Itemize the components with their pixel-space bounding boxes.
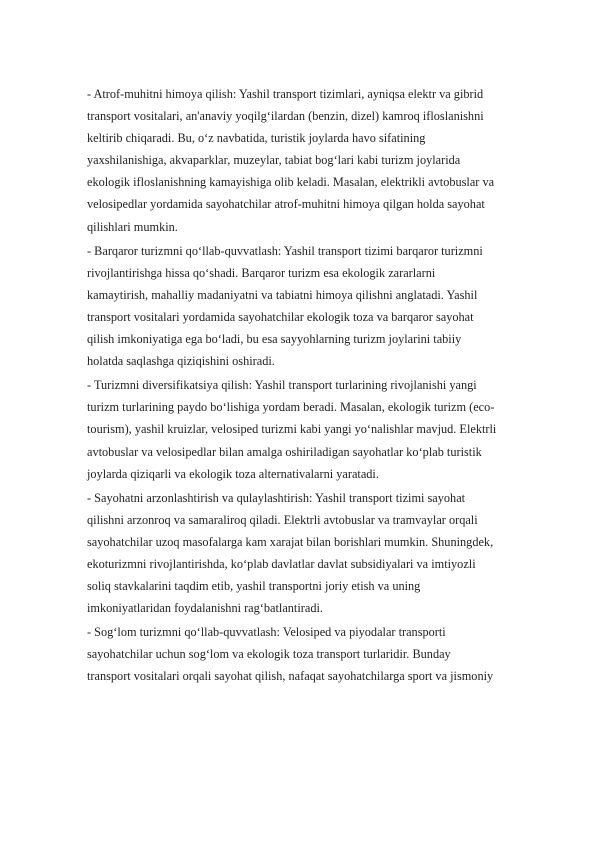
text-line: - Sog‘lom turizmni qo‘llab-quvvatlash: Velosiped va piyodalar transporti: [87, 625, 446, 640]
text-line: transport vositalari orqali sayohat qilish, nafaqat sayohatchilarga sport va jismoniy: [87, 669, 494, 684]
text-line: sayohatchilar uzoq masofalarga kam xarajat bilan borishlari mumkin. Shuningdek,: [87, 534, 494, 549]
text-line: - Turizmni diversifikatsiya qilish: Yashil transport turlarining rivojlanishi yangi: [87, 378, 477, 393]
text-line: sayohatchilar uchun sog‘lom va ekologik toza transport turlaridir. Bunday: [87, 647, 451, 662]
text-line: rivojlantirishga hissa qo‘shadi. Barqaror turizm esa ekologik zararlarni: [87, 265, 436, 280]
text-line: transport vositalari, an'anaviy yoqilg‘ilardan (benzin, dizel) kamroq ifloslanishni: [87, 109, 484, 124]
text-line: qilishlari mumkin.: [87, 219, 178, 234]
document-body: [87, 83, 567, 688]
text-line: - Atrof-muhitni himoya qilish: Yashil transport tizimlari, ayniqsa elektr va gibrid: [87, 87, 484, 101]
text-line: joylarda qiziqarli va ekologik toza alternativalarni yaratadi.: [87, 466, 379, 481]
text-line: - Sayohatni arzonlashtirish va qulaylashtirish: Yashil transport tizimi sayohat: [87, 490, 466, 505]
text-line: qilishni arzonroq va samaraliroq qiladi. Elektrli avtobuslar va tramvaylar orqali: [87, 512, 478, 527]
text-line: holatda saqlashga qiziqishini oshiradi.: [87, 354, 275, 369]
paragraph-affordable-travel: [87, 487, 567, 620]
text-line: qilish imkoniyatiga ega bo‘ladi, bu esa sayyohlarning turizm joylarini tabiiy: [87, 332, 462, 347]
paragraph-healthy-tourism: [87, 621, 567, 687]
text-line: velosipedlar yordamida sayohatchilar atrof-muhitni himoya qilgan holda sayohat: [87, 197, 485, 212]
text-line: imkoniyatlaridan foydalanishni rag‘batlantiradi.: [87, 601, 323, 616]
text-line: transport vositalari yordamida sayohatchilar ekologik toza va barqaror sayohat: [87, 309, 474, 324]
text-line: - Barqaror turizmni qo‘llab-quvvatlash: Yashil transport tizimi barqaror turizmni: [87, 243, 483, 258]
text-line: kamaytirish, mahalliy madaniyatni va tabiatni himoya qilishni anglatadi. Yashil: [87, 287, 478, 302]
paragraph-environment-protection: [87, 83, 567, 238]
paragraph-tourism-diversification: [87, 374, 567, 484]
paragraph-sustainable-tourism: [87, 240, 567, 373]
text-line: tourism), yashil kruizlar, velosiped turizmi kabi yangi yo‘nalishlar mavjud. Elektrli: [87, 422, 497, 437]
text-line: ekoturizmni rivojlantirishda, ko‘plab davlatlar davlat subsidiyalari va imtiyozli: [87, 556, 476, 571]
text-line: keltirib chiqaradi. Bu, o‘z navbatida, turistik joylarda havo sifatining: [87, 131, 426, 146]
text-line: ekologik ifloslanishning kamayishiga olib keladi. Masalan, elektrikli avtobuslar va: [87, 175, 495, 190]
text-line: avtobuslar va velosipedlar bilan amalga oshiriladigan sayohatlar ko‘plab turistik: [87, 444, 482, 459]
text-line: soliq stavkalarini taqdim etib, yashil transportni joriy etish va uning: [87, 579, 421, 594]
text-line: yaxshilanishiga, akvaparklar, muzeylar, tabiat bog‘lari kabi turizm joylarida: [87, 153, 461, 168]
text-line: turizm turlarining paydo bo‘lishiga yordam beradi. Masalan, ekologik turizm (eco-: [87, 400, 495, 415]
